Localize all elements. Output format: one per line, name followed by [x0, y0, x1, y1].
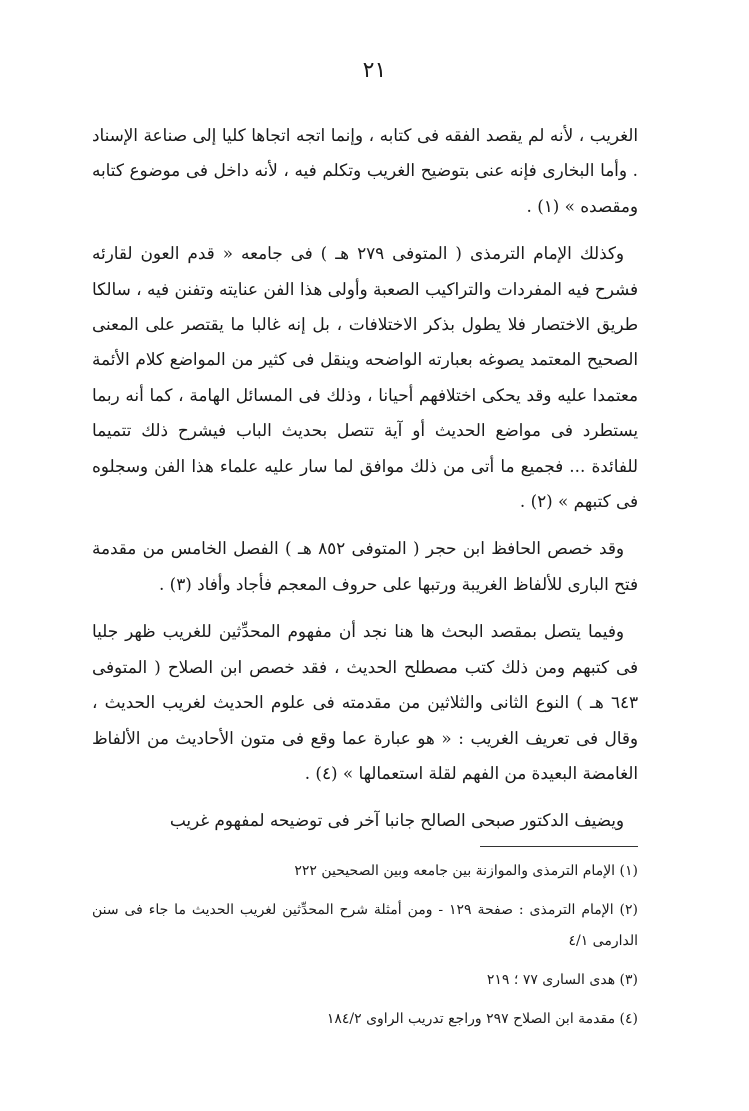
footnote: (٢) الإمام الترمذى : صفحة ١٢٩ - ومن أمثلة شرح المحدِّثين لغريب الحديث ما جاء فى سنن الدارمى ٤/١: [92, 902, 638, 949]
footnote: (١) الإمام الترمذى والموازنة بين جامعه وبين الصحيحين ٢٢٢: [294, 863, 638, 879]
paragraph: وكذلك الإمام الترمذى ( المتوفى ٢٧٩ هـ ) فى جامعه « قدم العون لقارئه فشرح فيه المفردات والتراكيب الصعبة وأولى هذا الفن عنايته وتفنن فيه ، سالكا طريق الاختصار فلا يطول بذكر الاختلافات ، بل إنه غالبا ما يقتصر على المعنى الصحيح المعتمد يصوغه بعبارته الواضحه وينقل فى كثير من المواضع كلام الأئمة معتمدا عليه وقد يحكى اختلافهم أحيانا ، وذلك فى المسائل الهامة ، كما أنه ربما يستطرد فى مواضع الحديث أو آية تتصل بحديث الباب فيشرح ذلك تتميما للفائدة ... فجميع ما أتى من ذلك موافق لما سار عليه علماء هذا الفن وسجلوه فى كتبهم » (٢) .: [92, 243, 638, 512]
footnote-separator: [480, 846, 638, 847]
footnote: (٤) مقدمة ابن الصلاح ٢٩٧ وراجع تدريب الراوى ١٨٤/٢: [326, 1011, 638, 1027]
paragraph: الغريب ، لأنه لم يقصد الفقه فى كتابه ، وإنما اتجه اتجاها كليا إلى صناعة الإسناد . وأما البخارى فإنه عنى بتوضيح الغريب وتكلم فيه ، لأنه داخل فى موضوع كتابه ومقصده » (١) .: [92, 125, 638, 216]
page-number: ٢١: [362, 58, 387, 83]
paragraph: وقد خصص الحافظ ابن حجر ( المتوفى ٨٥٢ هـ ) الفصل الخامس من مقدمة فتح البارى للألفاظ الغريبة ورتبها على حروف المعجم فأجاد وأفاد (٣) .: [92, 538, 638, 594]
footnote: (٣) هدى السارى ٧٧ ؛ ٢١٩: [486, 972, 638, 988]
paragraph: وفيما يتصل بمقصد البحث ها هنا نجد أن مفهوم المحدِّثين للغريب ظهر جليا فى كتبهم ومن ذلك كتب مصطلح الحديث ، فقد خصص ابن الصلاح ( المتوفى ٦٤٣ هـ ) النوع الثانى والثلاثين من مقدمته فى علوم الحديث لغريب الحديث ، وقال فى تعريف الغريب : « هو عبارة عما وقع فى متون الأحاديث من الألفاظ الغامضة البعيدة من الفهم لقلة استعمالها » (٤) .: [92, 621, 638, 783]
paragraph: ويضيف الدكتور صبحى الصالح جانبا آخر فى توضيحه لمفهوم غريب: [169, 810, 624, 831]
footnotes: [92, 856, 638, 1043]
body-text: [92, 118, 638, 851]
